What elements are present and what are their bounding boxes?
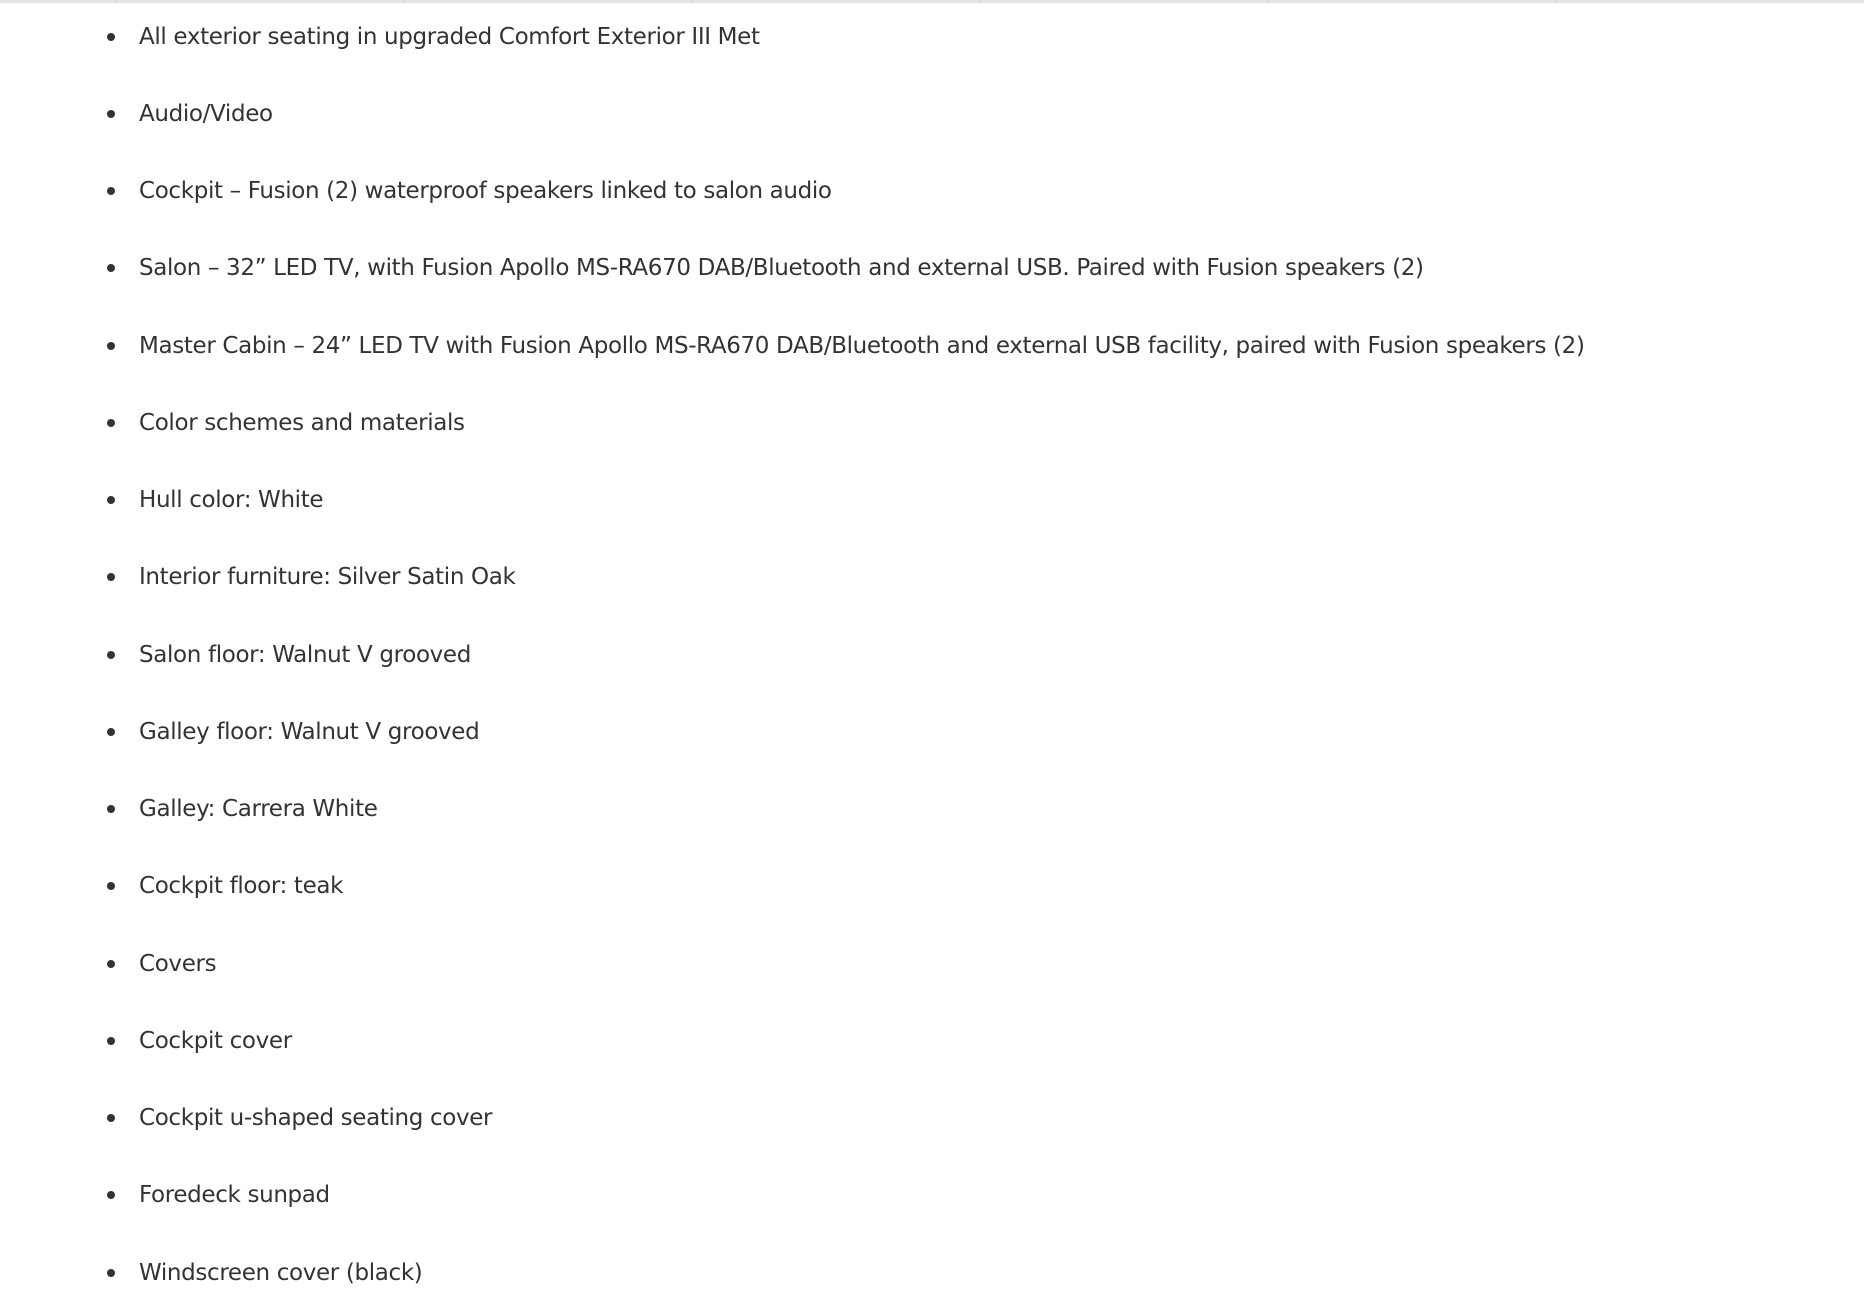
bullet-icon	[107, 573, 115, 581]
list-item-text: Audio/Video	[139, 101, 273, 127]
list-item-text: Windscreen cover (black)	[139, 1260, 423, 1286]
list-item-text: Hull color: White	[139, 487, 324, 513]
bullet-icon	[107, 419, 115, 427]
list-item-text: Covers	[139, 951, 217, 977]
list-item-text: All exterior seating in upgraded Comfort Exterior III Met	[139, 24, 760, 50]
bullet-icon	[107, 33, 115, 41]
list-item-text: Salon floor: Walnut V grooved	[139, 642, 471, 668]
list-item-text: Interior furniture: Silver Satin Oak	[139, 564, 516, 590]
list-item-text: Galley: Carrera White	[139, 796, 378, 822]
list-item-text: Color schemes and materials	[139, 410, 465, 436]
bullet-icon	[107, 651, 115, 659]
bullet-icon	[107, 1191, 115, 1199]
list-item-text: Galley floor: Walnut V grooved	[139, 719, 480, 745]
bullet-icon	[107, 960, 115, 968]
bullet-icon	[107, 728, 115, 736]
list-item-text: Cockpit cover	[139, 1028, 292, 1054]
list-item-text: Salon – 32” LED TV, with Fusion Apollo MS-RA670 DAB/Bluetooth and external USB. Paired with Fusion speakers (2)	[139, 255, 1424, 281]
bullet-icon	[107, 187, 115, 195]
list-item-text: Cockpit u-shaped seating cover	[139, 1105, 493, 1131]
list-item-text: Cockpit floor: teak	[139, 873, 344, 899]
list-item-text: Cockpit – Fusion (2) waterproof speakers linked to salon audio	[139, 178, 832, 204]
list-item-text: Master Cabin – 24” LED TV with Fusion Apollo MS-RA670 DAB/Bluetooth and external USB facility, paired with Fusion speakers (2)	[139, 333, 1585, 359]
bullet-icon	[107, 496, 115, 504]
bullet-icon	[107, 342, 115, 350]
bullet-icon	[107, 1037, 115, 1045]
bullet-icon	[107, 882, 115, 890]
bullet-icon	[107, 1269, 115, 1277]
bullet-icon	[107, 805, 115, 813]
list-item-text: Foredeck sunpad	[139, 1182, 330, 1208]
bullet-icon	[107, 1114, 115, 1122]
top-divider	[0, 0, 1864, 3]
bullet-icon	[107, 264, 115, 272]
bullet-icon	[107, 110, 115, 118]
